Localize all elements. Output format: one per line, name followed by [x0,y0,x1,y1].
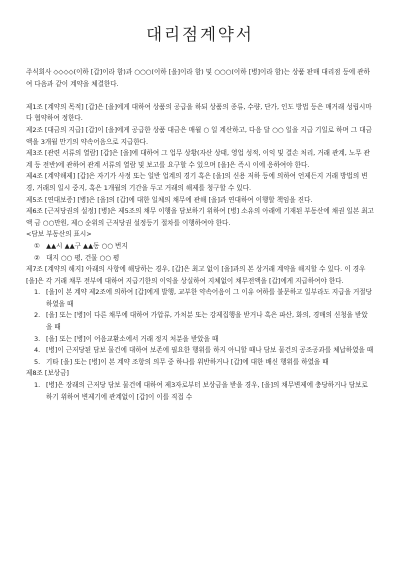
article-6: 제6조 [근저당권의 설정] [병]은 제5조의 채무 이행을 담보하기 위하여 [병] 소유의 아래에 기재된 부동산에 채권 일본 최고액 금 ○○만원, 제○ 순위의 근저당권 설정등기 절차를 이행하여야 한다. [26,207,374,227]
property-line-1 [26,241,374,253]
property-line-2 [26,253,374,265]
article-7-item-4 [26,345,374,357]
item-text: [을] 또는 [병]이 어음교환소에서 거래 정지 처분을 받았을 때 [46,334,219,343]
article-8-item-1 [26,380,374,403]
article-5: 제5조 [연대보증] [병]은 [을]의 [갑]에 대한 일체의 채무에 관해 [을]과 연대하여 이행할 책임을 진다. [26,195,313,204]
article-7-item-2 [26,310,374,333]
article-7-item-5 [26,357,374,369]
item-number: 1. [34,381,41,390]
article-7: 제7조 [계약의 해지] 아래의 사항에 해당하는 경우, [갑]은 최고 없이 [을]과의 본 상거래 계약을 해지할 수 있다. 이 경우 [을]은 각 거래 채무 전부에 대하여 지급기한의 이익을 상실하여 지체없이 채무전액을 [갑]에게 지급하여야 한다. [26,265,366,285]
property-mark-1: ① [34,241,40,250]
document-title: 대리점계약서 [146,25,254,44]
article-4: 제4조 [계약해제] [갑]은 자기가 사정 또는 일반 업계의 경기 혹은 [을]의 신용 저하 등에 의하여 언제든지 거래 방법의 변경, 거래의 일시 중지, 혹은 1개월의 기간을 두고 거래의 해제를 청구할 수 있다. [26,172,368,192]
item-number: 5. [34,357,41,366]
item-text: 기타 [을] 또는 [병]이 본 계약 조항의 의무 중 하나를 위반하거나 [갑]에 대한 배신 행위를 하였을 때 [46,357,329,366]
article-7-item-1 [26,287,374,310]
article-2: 제2조 [대금의 지급] [갑]이 [을]에게 공급한 상품 대금은 매월 ○ 일 계산하고, 다음 달 ○○ 일을 지급 기일로 하며 그 대금액을 3개월 만기의 약속어음으로 지급한다. [26,125,372,146]
property-heading: <담보 부동산의 표시> [26,230,92,239]
article-3: 제3조 [관련 서류의 열람] [갑]은 [을]에 대하여 그 업무 상황(자산 상태, 영업 성적, 이익 및 결손 처리, 거래 관계, 노무 관계 등 전반)에 관하여 관계 서류의 열람 및 보고를 요구할 수 있으며 [을]은 즉시 이에 응하여야 한다. [26,149,370,169]
article-8: 제8조 [보상금] [26,369,69,378]
property-mark-2: ② [34,253,40,262]
article-1: 제1조 [계약의 목적] [갑]은 [을]에게 대하여 상품의 공급을 하되 상품의 종류, 수량, 단가, 인도 방법 등은 매거래 성립시마다 협약하여 정한다. [26,102,372,123]
item-number: 3. [34,334,41,343]
property-text-2: 대지 ○○ 평, 건물 ○○ 평 [46,253,120,262]
property-text-1: ▲▲시 ▲▲구 ▲▲동 ○○ 번지 [46,241,128,250]
document-body [26,67,374,403]
item-number: 1. [34,288,41,297]
item-text: [을]이 본 계약 제2조에 의하여 [갑]에게 발행, 교부한 약속어음이 그 이유 여하를 불문하고 일부라도 지급을 거절당하였을 때 [46,288,372,308]
item-text: [병]은 장래의 근저당 담보 물건에 대하여 제3자로부터 보상금을 받을 경우, [을]의 채무변제에 충당하거나 담보로 하기 위하여 변제기에 관계없이 [갑]이 이를 직접 수 [46,381,368,401]
item-number: 4. [34,346,41,355]
item-text: [을] 또는 [병]이 다른 채무에 대하여 가압류, 가처분 또는 강제집행을 받거나 혹은 파산, 화의, 경매의 신청을 받았을 때 [46,311,368,332]
item-number: 2. [34,311,41,320]
item-text: [병]이 근저당된 담보 물건에 대하여 보존에 필요한 행위를 하지 아니할 때나 담보 물건의 공조공과를 체납하였을 때 [46,346,374,355]
article-7-item-3 [26,334,374,346]
intro-paragraph: 주식회사 ◇◇◇◇(이하 [갑]이라 함)과 ○○○(이하 [을]이라 함) 및 ○○○(이하 [병]이라 함)는 상품 판매 대리점 등에 관하여 다음과 같이 계약을 체결한다. [26,68,370,88]
